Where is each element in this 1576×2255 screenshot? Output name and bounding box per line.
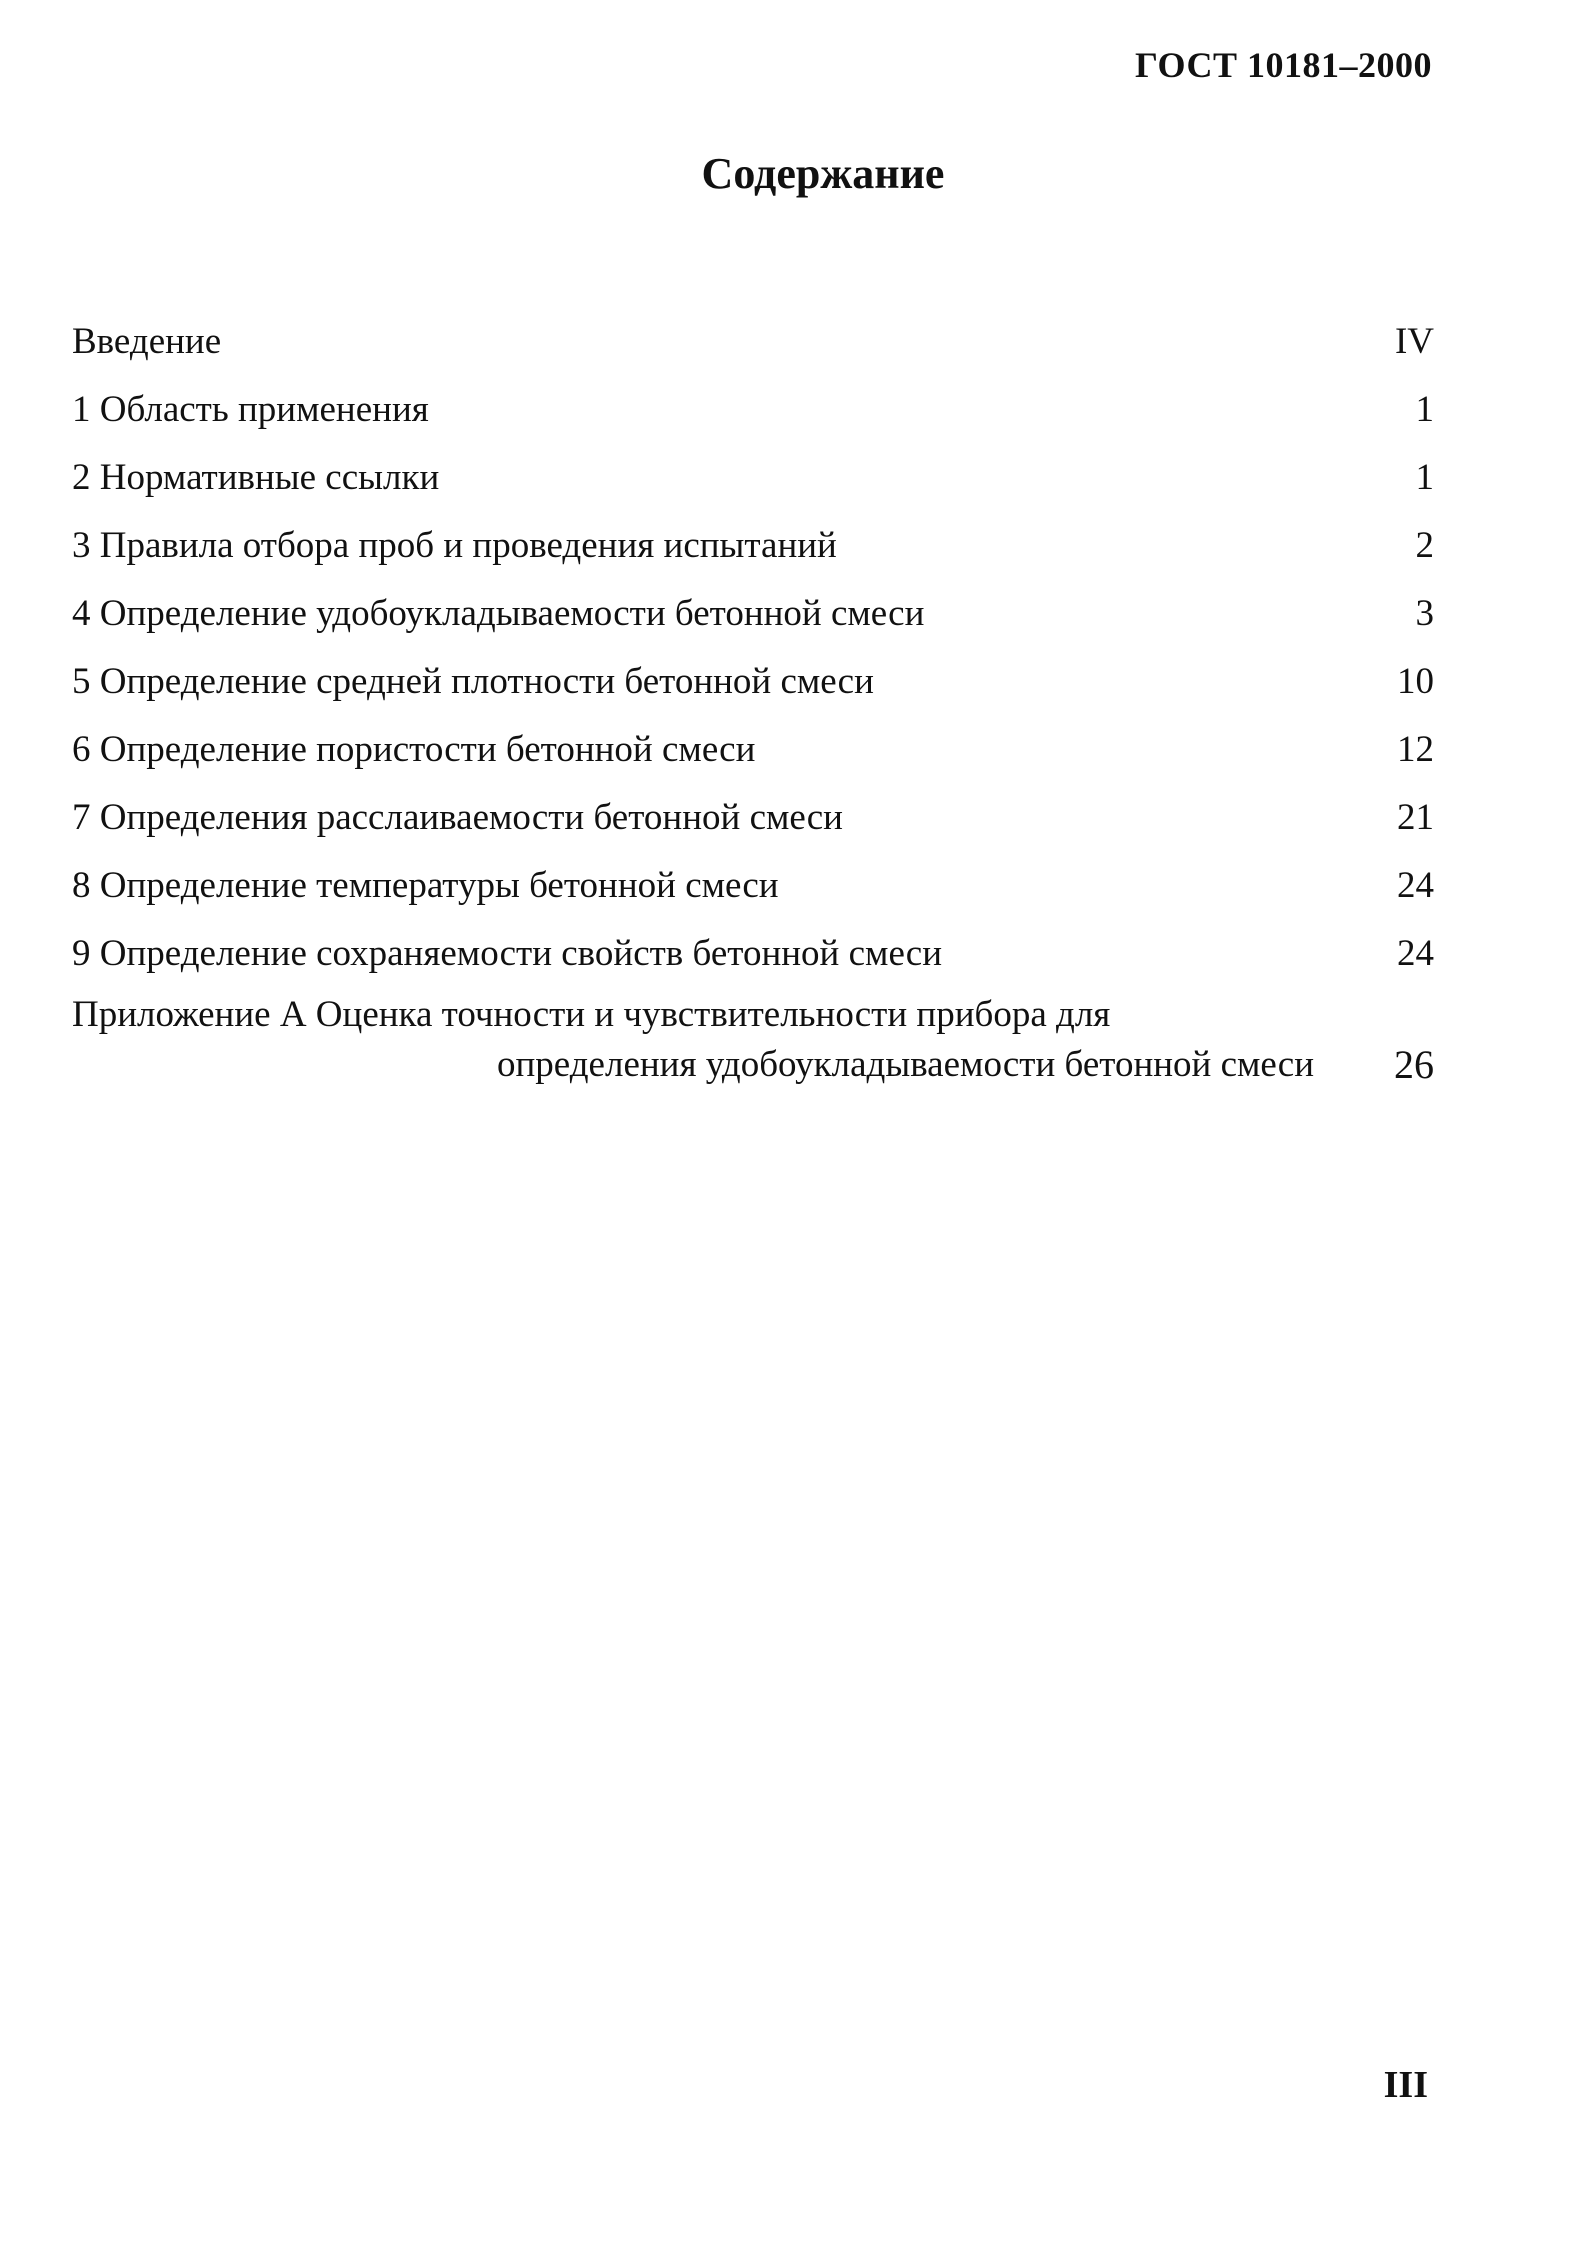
toc-entry-title: 3 Правила отбора проб и проведения испытаний [72,525,837,566]
toc-entry-density[interactable] [72,648,1434,716]
toc-entry-title: 4 Определение удобоукладываемости бетонной смеси [72,593,925,634]
toc-entry-page: 10 [1397,661,1434,702]
appendix-title-line-2: определения удобоукладываемости бетонной смеси [497,1044,1314,1085]
toc-entry-page: 3 [1415,593,1434,634]
toc-entry-page: 26 [1394,1042,1434,1087]
toc-entry-retention[interactable] [72,920,1434,988]
toc-entry-title: 5 Определение средней плотности бетонной смеси [72,661,874,702]
appendix-title-line-1: Приложение А Оценка точности и чувствительности прибора для [72,994,1111,1035]
toc-entry-title: 7 Определения расслаиваемости бетонной смеси [72,797,843,838]
toc-entry-title: Введение [72,321,222,362]
toc-entry-title: 2 Нормативные ссылки [72,457,440,498]
toc-entry-page: 2 [1415,525,1434,566]
toc-entry-workability[interactable] [72,580,1434,648]
toc-entry-page: IV [1394,321,1434,362]
toc-entry-introduction[interactable] [72,308,1434,376]
toc-entry-title: 6 Определение пористости бетонной смеси [72,729,756,770]
toc-entry-segregation[interactable] [72,784,1434,852]
toc-entry-temperature[interactable] [72,852,1434,920]
table-of-contents [72,308,1434,1090]
toc-title: Содержание [701,149,945,198]
document-code: ГОСТ 10181–2000 [1135,45,1432,85]
toc-entry-porosity[interactable] [72,716,1434,784]
toc-entry-normative-references[interactable] [72,444,1434,512]
page-number: III [1383,2064,1428,2106]
toc-entry-title: 8 Определение температуры бетонной смеси [72,865,779,906]
toc-entry-sampling-rules[interactable] [72,512,1434,580]
toc-entry-appendix-a[interactable] [72,990,1434,1090]
toc-entry-page: 21 [1397,797,1434,838]
toc-entry-scope[interactable] [72,376,1434,444]
toc-entry-page: 12 [1397,729,1434,770]
toc-entry-title: 9 Определение сохраняемости свойств бетонной смеси [72,933,943,974]
toc-entry-title: 1 Область применения [72,389,429,430]
toc-entry-page: 1 [1415,457,1434,498]
toc-entry-page: 24 [1397,933,1434,974]
toc-entry-page: 24 [1397,865,1434,906]
toc-entry-page: 1 [1415,389,1434,430]
